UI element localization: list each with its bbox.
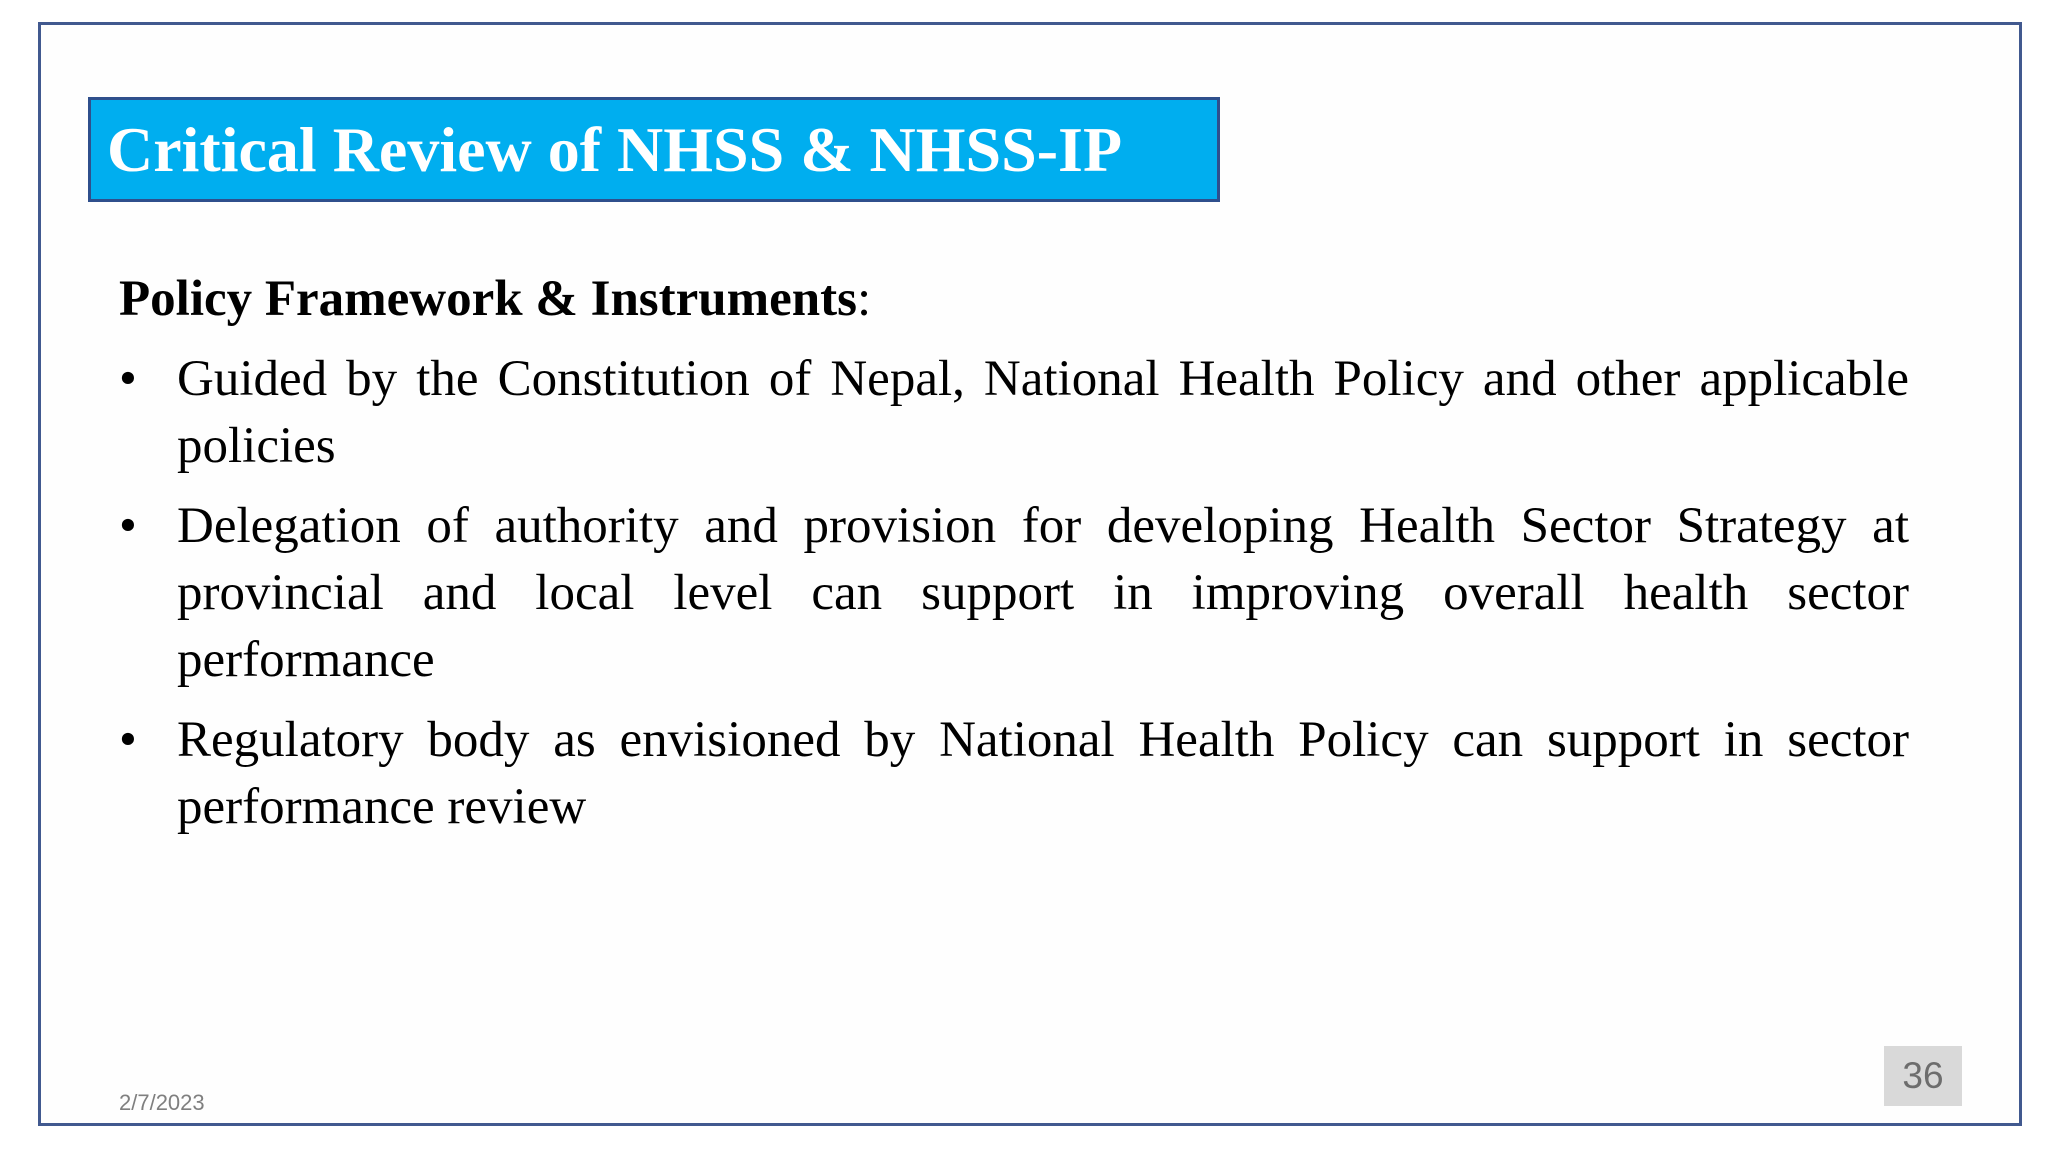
slide-date: 2/7/2023: [119, 1090, 205, 1115]
bullet-icon: •: [119, 498, 137, 554]
slide-title-box: [88, 97, 1220, 202]
section-heading-text: Policy Framework & Instruments: [119, 271, 857, 327]
bullet-text: Regulatory body as envisioned by National Health Policy can support in sector performance review: [177, 712, 1909, 835]
bullet-text: Guided by the Constitution of Nepal, National Health Policy and other applicable policies: [177, 351, 1909, 474]
page-number: 36: [1884, 1046, 1962, 1106]
section-heading-colon: :: [856, 271, 872, 327]
bullet-list: [119, 346, 1909, 841]
bullet-icon: •: [119, 712, 137, 768]
bullet-item: [119, 493, 1909, 694]
bullet-item: [119, 707, 1909, 841]
slide-title: Critical Review of NHSS & NHSS-IP: [107, 113, 1123, 185]
bullet-item: [119, 346, 1909, 480]
bullet-text: Delegation of authority and provision for developing Health Sector Strategy at provincial and local level can support in improving overall health sector performance: [177, 498, 1909, 688]
bullet-icon: •: [119, 351, 137, 407]
section-heading: [119, 266, 1909, 333]
slide-content: [119, 266, 1909, 854]
